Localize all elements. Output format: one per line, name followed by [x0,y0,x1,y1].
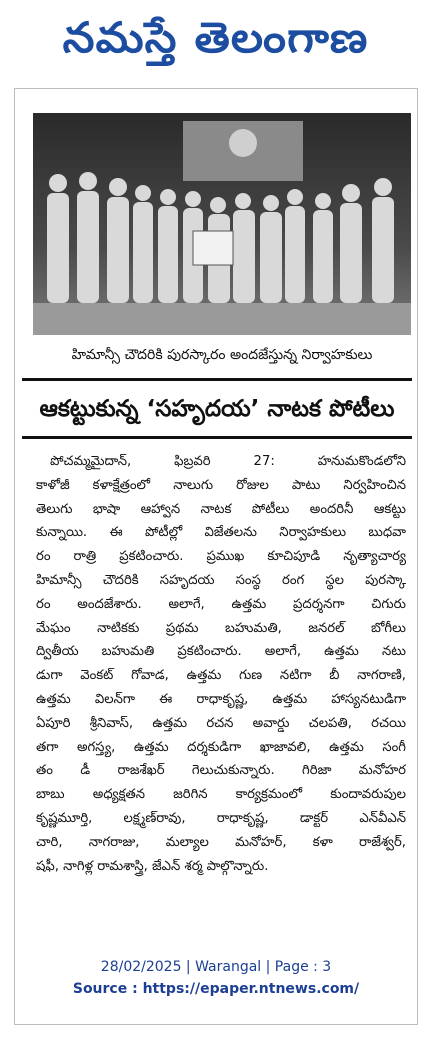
footer-date-edition: 28/02/2025 | Warangal | Page : 3 [100,959,332,975]
newspaper-masthead [0,0,432,86]
article-line: బాబు అధ్యక్షతన జరిగిన కార్యక్రమంలో కుందావరుపుల [36,787,406,803]
headline-rule-bottom [22,436,412,439]
article-line: చారి, నాగరాజు, మల్యాల మనోహర్, కళా రాజేశ్వర్, [36,834,406,850]
footer [0,956,432,1000]
article-line: పోచమ్మమైదాన్, ఫిబ్రవరి 27: హనుమకొండలోని [50,454,406,469]
headline-rule-top [22,378,412,381]
article-line: ఉత్తమ విలన్‌గా ఈ రాధాకృష్ణ, ఉత్తమ హాస్యనటుడిగా [36,691,406,707]
article-line: హిమాన్సీ చౌదరికి సహృదయ సంస్థ రంగ స్థల పురస్కా [36,572,406,588]
article-photo [33,113,411,335]
article-line: మేఘం నాటికకు ప్రథమ బహుమతి, జనరల్ బోగీలు [36,620,406,636]
footer-source: Source : https://epaper.ntnews.com/ [72,981,360,997]
article-line: షఫీ, నాగిళ్ల రామశాస్త్రి, జేఎన్ శర్మ పాల్గొన్నారు. [36,858,269,874]
article-line: తం డీ రాజశేఖర్ గెలుచుకున్నారు. గిరిజా మనోహర [36,763,406,779]
article-headline: ఆకట్టుకున్న ‘సహృదయ’ నాటక పోటీలు [39,396,395,422]
article-line: తెలుగు భాషా ఆహ్వాన నాటక పోటీలు అందరినీ ఆకట్టు [36,501,406,517]
article-line: రం అందజేశారు. అలాగే, ఉత్తమ ప్రదర్శనగా చిగురు [36,596,406,612]
article-line: కున్నాయి. ఈ పోటీల్లో విజేతలను నిర్వాహకులు బుధవా [36,525,406,541]
article-line: తగా అగస్త్య, ఉత్తమ దర్శకుడిగా ఖాజావలి, ఉత్తమ సంగీ [36,739,406,755]
photo-caption: హిమాన్సీ చౌదరికి పురస్కారం అందజేస్తున్న నిర్వాహకులు [71,347,373,363]
masthead-title: నమస్తే తెలంగాణ [63,13,369,62]
article-body [36,450,406,878]
article-line: ద్వితీయ బహుమతి ప్రకటించారు. అలాగే, ఉత్తమ నటు [36,644,406,660]
article-line: కాళోజీ కళాక్షేత్రంలో నాలుగు రోజుల పాటు నిర్వహించిన [36,477,406,493]
article-line: ఏపూరి శ్రీనివాస్, ఉత్తమ రచన అవార్డు చలపతి, రచయి [36,715,406,731]
article-line: కృష్ణమూర్తి, లక్ష్మణ్‌రావు, రాధాకృష్ణ, డాక్టర్ ఎన్‌వీఎన్ [36,810,406,826]
article-line: డుగా వెంకట్ గోవాడ, ఉత్తమ గుణ నటిగా బీ నాగరాణి, [36,668,406,684]
article-line: రం రాత్రి ప్రకటించారు. ప్రముఖ కూచిపూడి నృత్యాచార్య [36,549,406,565]
